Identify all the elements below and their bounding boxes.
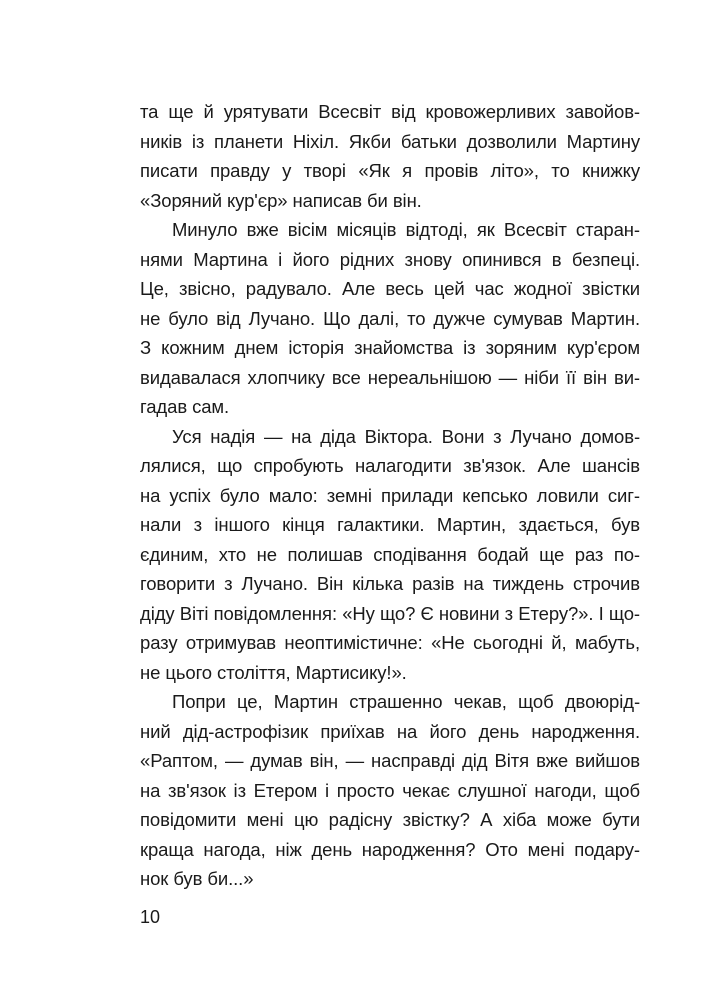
- text-line: гадав сам.: [140, 396, 230, 417]
- body-text: [140, 97, 640, 894]
- text-line: єдиним, хто не полишав сподівання бодай ще раз по-: [140, 543, 640, 565]
- page-number: 10: [140, 907, 161, 927]
- text-line: не цього століття, Мартисику!».: [140, 661, 407, 683]
- text-line: не було від Лучано. Що далі, то дужче сумував Мартин.: [140, 307, 640, 329]
- text-line: діду Віті повідомлення: «Ну що? Є новини з Етеру?». І що-: [140, 602, 640, 624]
- text-line: писати правду у творі «Як я провів літо», то книжку: [140, 160, 640, 181]
- text-line: повідомити мені цю радісну звістку? А хіба може бути: [140, 809, 640, 830]
- text-line: Минуло вже вісім місяців відтоді, як Всесвіт старан-: [172, 219, 640, 240]
- text-line: краща нагода, ніж день народження? Ото мені подару-: [140, 838, 640, 860]
- text-line: «Раптом, — думав він, — насправді дід Вітя вже вийшов: [140, 750, 640, 771]
- text-line: Це, звісно, радувало. Але весь цей час жодної звістки: [140, 278, 640, 299]
- text-line: говорити з Лучано. Він кілька разів на тиждень строчив: [140, 573, 640, 594]
- text-line: ний дід-астрофізик приїхав на його день народження.: [140, 720, 640, 742]
- text-line: разу отримував неоптимістичне: «Не сьогодні й, мабуть,: [140, 632, 640, 653]
- text-line: нок був би...»: [140, 868, 254, 889]
- text-line: видавалася хлопчику все нереальнішою — ніби її він ви-: [140, 366, 640, 388]
- text-line: ників із планети Ніхіл. Якби батьки дозволили Мартину: [140, 130, 640, 152]
- text-line: Попри це, Мартин страшенно чекав, щоб двоюрід-: [172, 691, 640, 712]
- text-line: Уся надія — на діда Віктора. Вони з Лучано домов-: [172, 425, 640, 447]
- text-line: та ще й урятувати Всесвіт від кровожерливих завойов-: [140, 101, 640, 122]
- text-line: нали з іншого кінця галактики. Мартин, здається, був: [140, 514, 640, 535]
- text-line: «Зоряний кур'єр» написав би він.: [140, 189, 422, 211]
- text-line: лялися, що спробують налагодити зв'язок. Але шансів: [140, 455, 640, 476]
- text-line: на успіх було мало: земні прилади кепсько ловили сиг-: [140, 484, 640, 506]
- text-line: на зв'язок із Етером і просто чекає слушної нагоди, щоб: [140, 779, 640, 801]
- text-line: З кожним днем історія знайомства із зоряним кур'єром: [140, 337, 640, 358]
- text-line: нями Мартина і його рідних знову опинився в безпеці.: [140, 248, 640, 270]
